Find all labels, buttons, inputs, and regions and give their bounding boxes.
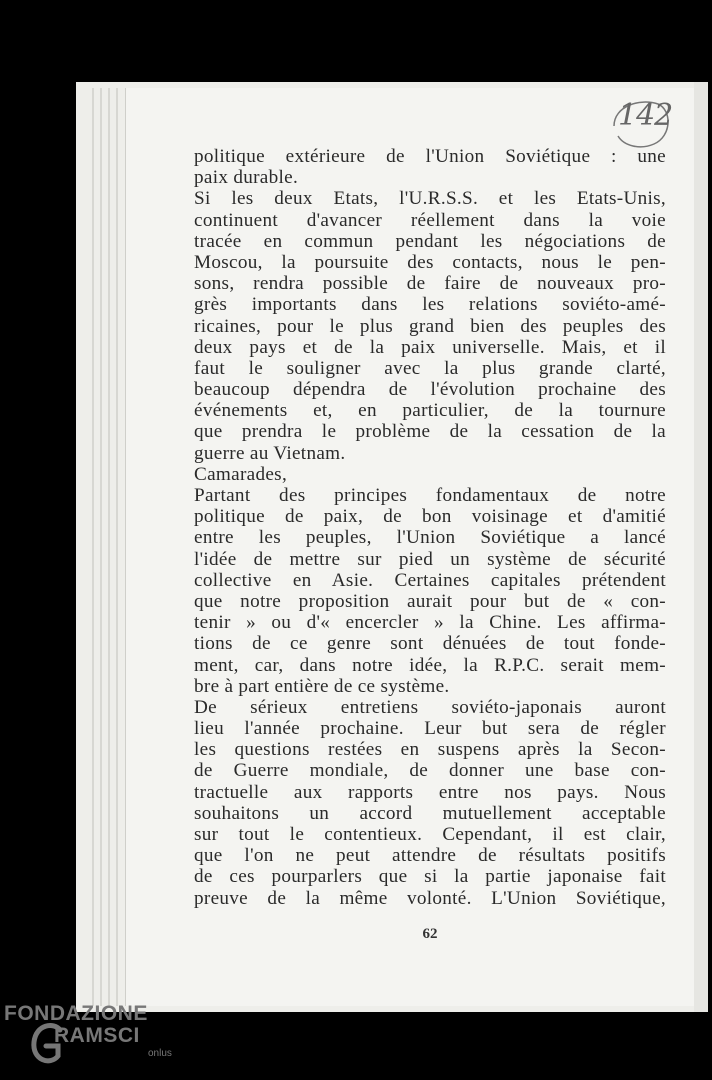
handwritten-page-number	[610, 96, 674, 152]
text-line: politique de paix, de bon voisinage et d'amitié	[194, 506, 666, 528]
text-line: paix durable.	[194, 167, 299, 189]
text-line: tenir » ou d'« encercler » la Chine. Les affirma-	[194, 612, 666, 634]
page-body-text	[194, 146, 666, 909]
text-line: les questions restées en suspens après la Secon-	[194, 739, 666, 761]
text-line: Moscou, la poursuite des contacts, nous le pen-	[194, 251, 666, 273]
text-line: deux pays et de la paix universelle. Mais, et il	[194, 336, 666, 358]
text-line: ment, car, dans notre idée, la R.P.C. serait mem-	[194, 654, 666, 676]
page-edge	[92, 88, 94, 1006]
page-edge	[116, 88, 118, 1006]
logo-sub: onlus	[148, 1048, 172, 1059]
text-line: lieu l'année prochaine. Leur but sera de régler	[194, 718, 666, 740]
text-line: sons, rendra possible de faire de nouveaux pro-	[194, 273, 666, 295]
text-line: De sérieux entretiens soviéto-japonais auront	[194, 696, 666, 718]
text-line: guerre au Vietnam.	[194, 442, 346, 464]
logo-line2: RAMSCI	[54, 1024, 140, 1047]
text-line: souhaitons un accord mutuellement acceptable	[194, 802, 666, 824]
text-line: ricaines, pour le plus grand bien des peuples des	[194, 315, 666, 337]
text-line: continuent d'avancer réellement dans la voie	[194, 209, 666, 231]
text-line: faut le souligner avec la plus grande clarté,	[194, 357, 666, 379]
text-line: collective en Asie. Certaines capitales prétendent	[194, 569, 666, 591]
text-line: tractuelle aux rapports entre nos pays. Nous	[194, 781, 666, 803]
logo-line1: FONDAZIONE	[4, 1002, 148, 1025]
adjacent-page-edge	[694, 82, 708, 1012]
text-line: beaucoup dépendra de l'évolution prochaine des	[194, 379, 666, 401]
text-line: de ces pourparlers que si la partie japonaise fait	[194, 866, 666, 888]
text-line: tions de ce genre sont dénuées de tout fonde-	[194, 633, 666, 655]
text-line: que prendra le problème de la cessation de la	[194, 421, 666, 443]
text-line: que l'on ne peut attendre de résultats positifs	[194, 845, 666, 867]
text-line: tracée en commun pendant les négociations de	[194, 230, 666, 252]
text-line: de Guerre mondiale, de donner une base con-	[194, 760, 666, 782]
text-line: preuve de la même volonté. L'Union Soviétique,	[194, 887, 666, 909]
text-line: Partant des principes fondamentaux de notre	[194, 485, 666, 506]
handwritten-number-text: 142	[618, 98, 673, 133]
page-edge	[108, 88, 110, 1006]
text-line: entre les peuples, l'Union Soviétique a lancé	[194, 527, 666, 549]
text-line: l'idée de mettre sur pied un système de sécurité	[194, 548, 666, 570]
text-line: événements et, en particulier, de la tournure	[194, 400, 666, 422]
text-line: bre à part entière de ce système.	[194, 675, 450, 697]
text-line: politique extérieure de l'Union Soviétique : une	[194, 146, 666, 167]
text-line: que notre proposition aurait pour but de « con-	[194, 590, 666, 612]
fondazione-gramsci-logo	[4, 1002, 194, 1072]
text-line: Si les deux Etats, l'U.R.S.S. et les Etats-Unis,	[194, 188, 666, 210]
text-line: grès importants dans les relations soviéto-amé-	[194, 294, 666, 316]
text-line: Camarades,	[194, 463, 288, 485]
page-edge	[100, 88, 102, 1006]
text-line: sur tout le contentieux. Cependant, il est clair,	[194, 824, 666, 845]
page-number: 62	[422, 926, 438, 942]
